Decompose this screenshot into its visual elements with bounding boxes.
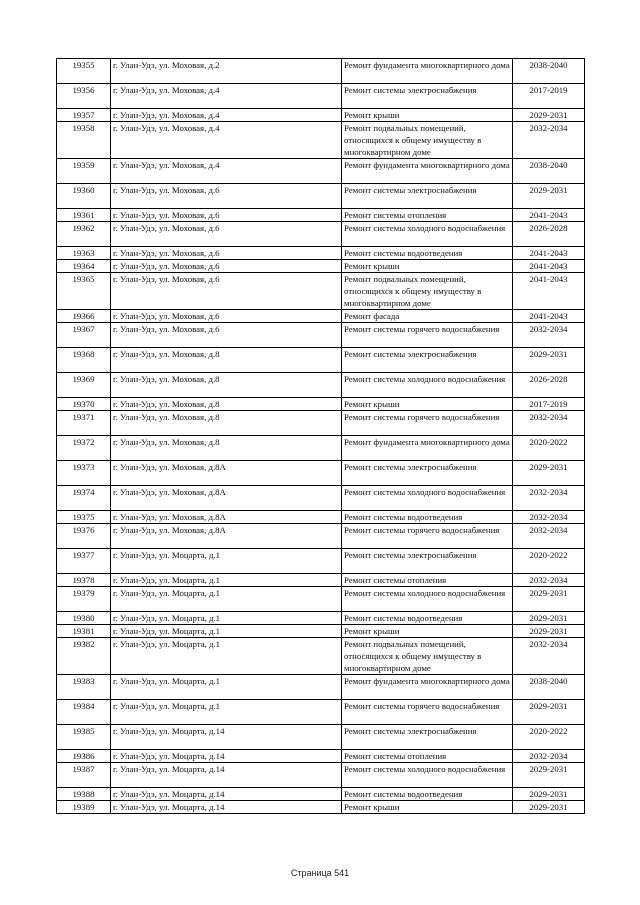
- row-number-cell: 19379: [57, 587, 111, 612]
- period-cell: 2029-2031: [513, 625, 585, 638]
- table-row: [57, 436, 585, 461]
- work-type-cell: Ремонт системы электроснабжения: [342, 84, 513, 109]
- table-row: [57, 273, 585, 310]
- table-row: [57, 122, 585, 159]
- work-type-cell: Ремонт системы холодного водоснабжения: [342, 763, 513, 788]
- row-number-cell: 19388: [57, 788, 111, 801]
- address-cell: г. Улан-Удэ, ул. Моцарта, д.1: [111, 625, 342, 638]
- table-row: [57, 247, 585, 260]
- address-cell: г. Улан-Удэ, ул. Моцарта, д.1: [111, 587, 342, 612]
- row-number-cell: 19364: [57, 260, 111, 273]
- row-number-cell: 19375: [57, 511, 111, 524]
- row-number-cell: 19369: [57, 373, 111, 398]
- work-type-cell: Ремонт крыши: [342, 625, 513, 638]
- period-cell: 2029-2031: [513, 348, 585, 373]
- period-cell: 2029-2031: [513, 612, 585, 625]
- work-type-cell: Ремонт крыши: [342, 109, 513, 122]
- row-number-cell: 19371: [57, 411, 111, 436]
- table-row: [57, 549, 585, 574]
- row-number-cell: 19359: [57, 159, 111, 184]
- table-row: [57, 398, 585, 411]
- period-cell: 2032-2034: [513, 524, 585, 549]
- period-cell: 2032-2034: [513, 574, 585, 587]
- work-type-cell: Ремонт системы горячего водоснабжения: [342, 411, 513, 436]
- work-type-cell: Ремонт системы отопления: [342, 574, 513, 587]
- period-cell: 2029-2031: [513, 109, 585, 122]
- address-cell: г. Улан-Удэ, ул. Моцарта, д.1: [111, 675, 342, 700]
- period-cell: 2029-2031: [513, 801, 585, 814]
- work-type-cell: Ремонт системы горячего водоснабжения: [342, 524, 513, 549]
- period-cell: 2041-2043: [513, 273, 585, 310]
- period-cell: 2029-2031: [513, 788, 585, 801]
- work-type-cell: Ремонт системы электроснабжения: [342, 348, 513, 373]
- address-cell: г. Улан-Удэ, ул. Моховая, д.4: [111, 84, 342, 109]
- address-cell: г. Улан-Удэ, ул. Моховая, д.6: [111, 310, 342, 323]
- address-cell: г. Улан-Удэ, ул. Моховая, д.4: [111, 122, 342, 159]
- address-cell: г. Улан-Удэ, ул. Моцарта, д.14: [111, 750, 342, 763]
- table-row: [57, 109, 585, 122]
- period-cell: 2032-2034: [513, 750, 585, 763]
- address-cell: г. Улан-Удэ, ул. Моцарта, д.14: [111, 788, 342, 801]
- work-type-cell: Ремонт системы электроснабжения: [342, 461, 513, 486]
- address-cell: г. Улан-Удэ, ул. Моцарта, д.1: [111, 700, 342, 725]
- table-body: [57, 59, 585, 814]
- work-type-cell: Ремонт системы холодного водоснабжения: [342, 222, 513, 247]
- row-number-cell: 19355: [57, 59, 111, 84]
- row-number-cell: 19387: [57, 763, 111, 788]
- row-number-cell: 19383: [57, 675, 111, 700]
- table-row: [57, 788, 585, 801]
- table-row: [57, 84, 585, 109]
- period-cell: 2041-2043: [513, 310, 585, 323]
- work-type-cell: Ремонт системы водоотведения: [342, 247, 513, 260]
- table-row: [57, 59, 585, 84]
- work-type-cell: Ремонт фундамента многоквартирного дома: [342, 436, 513, 461]
- address-cell: г. Улан-Удэ, ул. Моховая, д.6: [111, 260, 342, 273]
- repair-schedule-table: [56, 58, 585, 814]
- period-cell: 2032-2034: [513, 122, 585, 159]
- work-type-cell: Ремонт системы холодного водоснабжения: [342, 587, 513, 612]
- table-row: [57, 801, 585, 814]
- table-row: [57, 511, 585, 524]
- table-row: [57, 209, 585, 222]
- row-number-cell: 19362: [57, 222, 111, 247]
- period-cell: 2029-2031: [513, 700, 585, 725]
- row-number-cell: 19380: [57, 612, 111, 625]
- period-cell: 2017-2019: [513, 398, 585, 411]
- table-row: [57, 675, 585, 700]
- address-cell: г. Улан-Удэ, ул. Моцарта, д.1: [111, 638, 342, 675]
- table-row: [57, 461, 585, 486]
- period-cell: 2032-2034: [513, 486, 585, 511]
- row-number-cell: 19389: [57, 801, 111, 814]
- period-cell: 2032-2034: [513, 323, 585, 348]
- table-row: [57, 750, 585, 763]
- row-number-cell: 19381: [57, 625, 111, 638]
- address-cell: г. Улан-Удэ, ул. Моховая, д.4: [111, 109, 342, 122]
- row-number-cell: 19373: [57, 461, 111, 486]
- period-cell: 2017-2019: [513, 84, 585, 109]
- address-cell: г. Улан-Удэ, ул. Моховая, д.8: [111, 436, 342, 461]
- table-row: [57, 310, 585, 323]
- period-cell: 2029-2031: [513, 461, 585, 486]
- work-type-cell: Ремонт системы водоотведения: [342, 612, 513, 625]
- row-number-cell: 19365: [57, 273, 111, 310]
- address-cell: г. Улан-Удэ, ул. Моцарта, д.1: [111, 549, 342, 574]
- period-cell: 2029-2031: [513, 587, 585, 612]
- work-type-cell: Ремонт крыши: [342, 801, 513, 814]
- period-cell: 2032-2034: [513, 511, 585, 524]
- address-cell: г. Улан-Удэ, ул. Моховая, д.6: [111, 184, 342, 209]
- period-cell: 2041-2043: [513, 260, 585, 273]
- address-cell: г. Улан-Удэ, ул. Моховая, д.8: [111, 348, 342, 373]
- table-row: [57, 700, 585, 725]
- work-type-cell: Ремонт системы холодного водоснабжения: [342, 373, 513, 398]
- period-cell: 2029-2031: [513, 184, 585, 209]
- address-cell: г. Улан-Удэ, ул. Моховая, д.8А: [111, 524, 342, 549]
- table-row: [57, 574, 585, 587]
- work-type-cell: Ремонт крыши: [342, 398, 513, 411]
- work-type-cell: Ремонт системы горячего водоснабжения: [342, 700, 513, 725]
- address-cell: г. Улан-Удэ, ул. Моцарта, д.14: [111, 725, 342, 750]
- work-type-cell: Ремонт подвальных помещений, относящихся к общему имуществу в многоквартирном доме: [342, 638, 513, 675]
- period-cell: 2041-2043: [513, 247, 585, 260]
- work-type-cell: Ремонт системы отопления: [342, 209, 513, 222]
- address-cell: г. Улан-Удэ, ул. Моховая, д.8А: [111, 511, 342, 524]
- work-type-cell: Ремонт системы электроснабжения: [342, 184, 513, 209]
- period-cell: 2038-2040: [513, 159, 585, 184]
- table-row: [57, 159, 585, 184]
- period-cell: 2020-2022: [513, 549, 585, 574]
- row-number-cell: 19357: [57, 109, 111, 122]
- row-number-cell: 19366: [57, 310, 111, 323]
- row-number-cell: 19377: [57, 549, 111, 574]
- table-row: [57, 612, 585, 625]
- address-cell: г. Улан-Удэ, ул. Моховая, д.8А: [111, 486, 342, 511]
- address-cell: г. Улан-Удэ, ул. Моцарта, д.14: [111, 801, 342, 814]
- row-number-cell: 19386: [57, 750, 111, 763]
- period-cell: 2038-2040: [513, 59, 585, 84]
- table-row: [57, 725, 585, 750]
- row-number-cell: 19368: [57, 348, 111, 373]
- address-cell: г. Улан-Удэ, ул. Моховая, д.6: [111, 222, 342, 247]
- row-number-cell: 19367: [57, 323, 111, 348]
- work-type-cell: Ремонт системы электроснабжения: [342, 725, 513, 750]
- page-number: Страница 541: [290, 868, 350, 878]
- table-row: [57, 184, 585, 209]
- address-cell: г. Улан-Удэ, ул. Моховая, д.6: [111, 247, 342, 260]
- address-cell: г. Улан-Удэ, ул. Моцарта, д.1: [111, 574, 342, 587]
- table-row: [57, 638, 585, 675]
- period-cell: 2026-2028: [513, 373, 585, 398]
- period-cell: 2032-2034: [513, 411, 585, 436]
- row-number-cell: 19374: [57, 486, 111, 511]
- work-type-cell: Ремонт фасада: [342, 310, 513, 323]
- period-cell: 2029-2031: [513, 763, 585, 788]
- period-cell: 2038-2040: [513, 675, 585, 700]
- work-type-cell: Ремонт фундамента многоквартирного дома: [342, 675, 513, 700]
- work-type-cell: Ремонт крыши: [342, 260, 513, 273]
- table-row: [57, 524, 585, 549]
- row-number-cell: 19361: [57, 209, 111, 222]
- period-cell: 2026-2028: [513, 222, 585, 247]
- work-type-cell: Ремонт фундамента многоквартирного дома: [342, 159, 513, 184]
- period-cell: 2032-2034: [513, 638, 585, 675]
- row-number-cell: 19358: [57, 122, 111, 159]
- row-number-cell: 19372: [57, 436, 111, 461]
- period-cell: 2020-2022: [513, 725, 585, 750]
- row-number-cell: 19360: [57, 184, 111, 209]
- row-number-cell: 19378: [57, 574, 111, 587]
- work-type-cell: Ремонт системы холодного водоснабжения: [342, 486, 513, 511]
- address-cell: г. Улан-Удэ, ул. Моцарта, д.1: [111, 612, 342, 625]
- table-row: [57, 587, 585, 612]
- row-number-cell: 19370: [57, 398, 111, 411]
- period-cell: 2041-2043: [513, 209, 585, 222]
- address-cell: г. Улан-Удэ, ул. Моховая, д.6: [111, 273, 342, 310]
- table-row: [57, 763, 585, 788]
- work-type-cell: Ремонт подвальных помещений, относящихся к общему имуществу в многоквартирном доме: [342, 122, 513, 159]
- row-number-cell: 19385: [57, 725, 111, 750]
- work-type-cell: Ремонт подвальных помещений, относящихся к общему имуществу в многоквартирном доме: [342, 273, 513, 310]
- table-row: [57, 348, 585, 373]
- address-cell: г. Улан-Удэ, ул. Моховая, д.8А: [111, 461, 342, 486]
- table-row: [57, 411, 585, 436]
- work-type-cell: Ремонт системы электроснабжения: [342, 549, 513, 574]
- work-type-cell: Ремонт системы горячего водоснабжения: [342, 323, 513, 348]
- table-row: [57, 486, 585, 511]
- address-cell: г. Улан-Удэ, ул. Моховая, д.8: [111, 373, 342, 398]
- row-number-cell: 19363: [57, 247, 111, 260]
- address-cell: г. Улан-Удэ, ул. Моховая, д.8: [111, 411, 342, 436]
- address-cell: г. Улан-Удэ, ул. Моховая, д.6: [111, 323, 342, 348]
- period-cell: 2020-2022: [513, 436, 585, 461]
- address-cell: г. Улан-Удэ, ул. Моховая, д.8: [111, 398, 342, 411]
- work-type-cell: Ремонт фундамента многоквартирного дома: [342, 59, 513, 84]
- table-row: [57, 625, 585, 638]
- table-row: [57, 323, 585, 348]
- address-cell: г. Улан-Удэ, ул. Моховая, д.2: [111, 59, 342, 84]
- work-type-cell: Ремонт системы водоотведения: [342, 511, 513, 524]
- row-number-cell: 19376: [57, 524, 111, 549]
- row-number-cell: 19382: [57, 638, 111, 675]
- address-cell: г. Улан-Удэ, ул. Моцарта, д.14: [111, 763, 342, 788]
- address-cell: г. Улан-Удэ, ул. Моховая, д.6: [111, 209, 342, 222]
- row-number-cell: 19356: [57, 84, 111, 109]
- address-cell: г. Улан-Удэ, ул. Моховая, д.4: [111, 159, 342, 184]
- table-row: [57, 373, 585, 398]
- work-type-cell: Ремонт системы водоотведения: [342, 788, 513, 801]
- work-type-cell: Ремонт системы отопления: [342, 750, 513, 763]
- table-row: [57, 260, 585, 273]
- table-row: [57, 222, 585, 247]
- row-number-cell: 19384: [57, 700, 111, 725]
